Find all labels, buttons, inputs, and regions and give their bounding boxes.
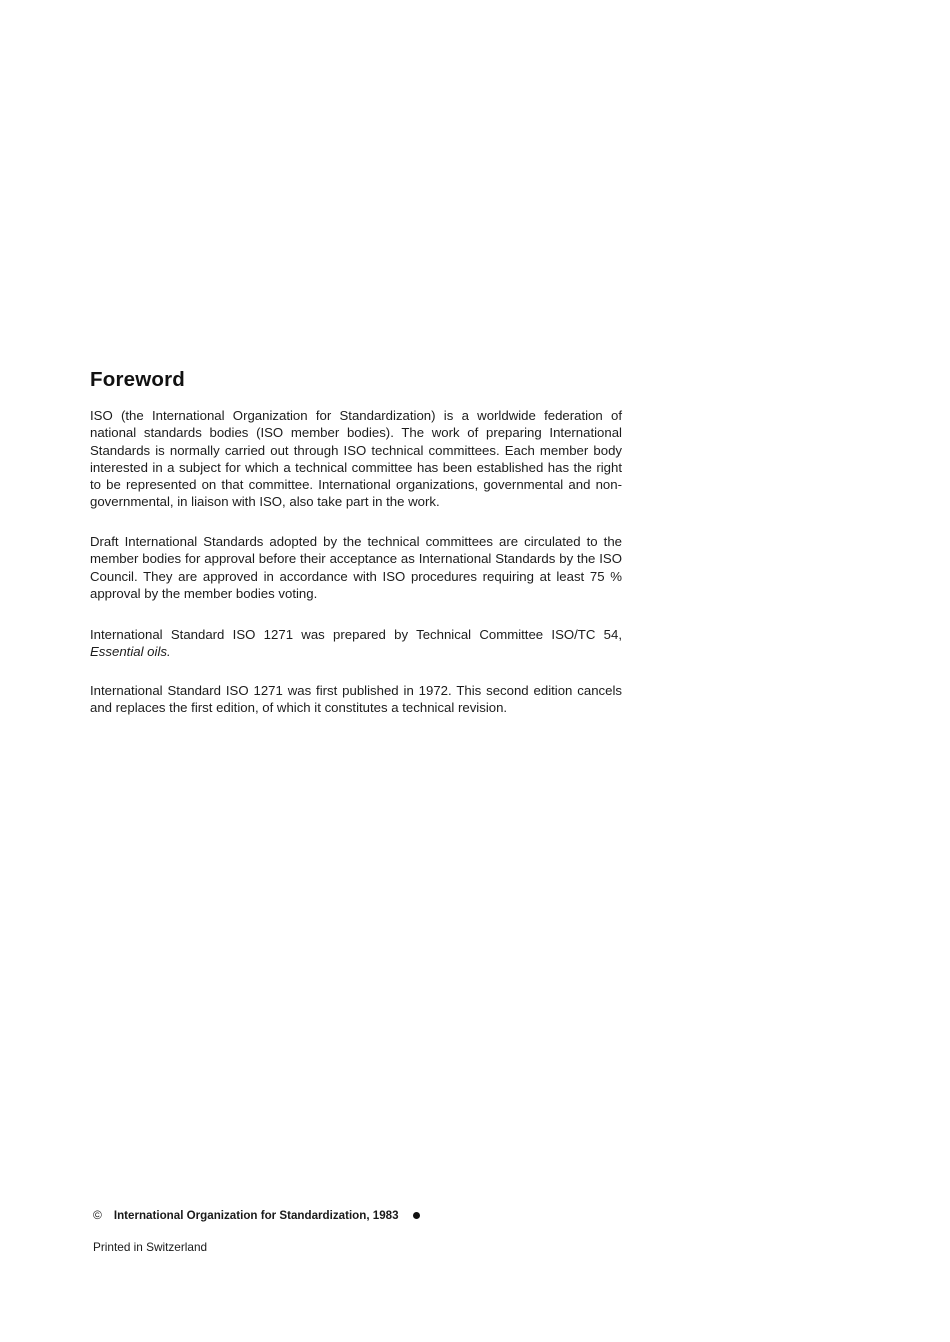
copyright-icon: © <box>93 1208 102 1222</box>
foreword-paragraph-2: Draft International Standards adopted by the technical committees are circulated to the member bodies for approval before their acceptance as International Standards by the ISO Council. They are approved in accordance with ISO procedures requiring at least 75 % approval by the member bodies voting. <box>90 534 622 601</box>
committee-name: Essential oils. <box>90 644 171 660</box>
page-title: Foreword <box>90 368 185 391</box>
bullet-icon <box>413 1212 420 1219</box>
copyright-text: International Organization for Standardization, 1983 <box>113 1208 399 1222</box>
foreword-paragraph-3 <box>90 626 622 661</box>
foreword-paragraph-1: ISO (the International Organization for Standardization) is a worldwide federation of national standards bodies (ISO member bodies). The work of preparing International Standards is normally carried out through ISO technical committees. Each member body interested in a subject for which a technical committee has been established has the right to be represented on that committee. International organizations, governmental and non-governmental, in liaison with ISO, also take part in the work. <box>90 408 622 510</box>
paragraph-3-text: International Standard ISO 1271 was prepared by Technical Committee ISO/TC 54, <box>90 627 622 642</box>
printed-location: Printed in Switzerland <box>93 1240 208 1254</box>
copyright-line <box>93 1208 420 1222</box>
foreword-paragraph-4: International Standard ISO 1271 was first published in 1972. This second edition cancels and replaces the first edition, of which it constitutes a technical revision. <box>90 683 622 716</box>
